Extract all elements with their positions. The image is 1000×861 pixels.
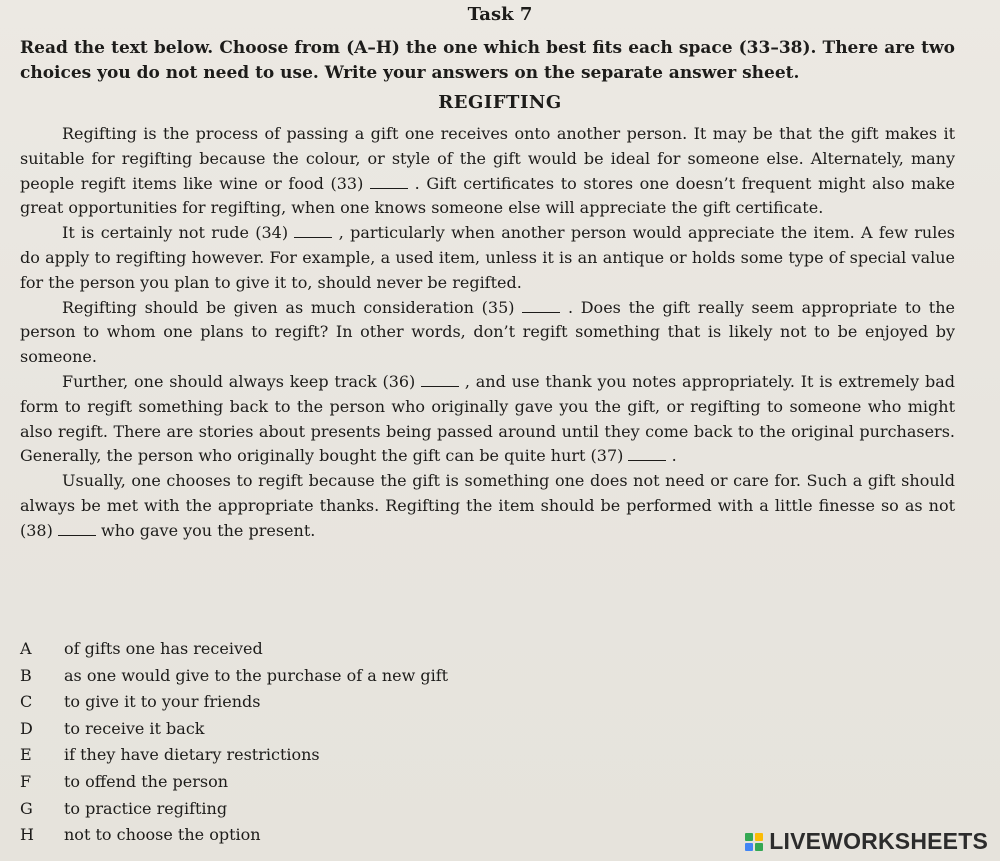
gap-37-input[interactable] (628, 446, 666, 461)
gap-34-input[interactable] (294, 223, 332, 238)
paragraph-text: It is certainly not rude (34) (62, 223, 289, 243)
option-text: of gifts one has received (64, 639, 263, 658)
paragraph-text: who gave you the present. (101, 520, 316, 540)
option-text: to practice regifting (64, 798, 228, 818)
paragraph-4 (20, 370, 955, 469)
option-d[interactable] (20, 716, 720, 743)
option-letter: G (20, 798, 33, 818)
brand-name: LIVEWORKSHEETS (769, 828, 988, 854)
option-letter: C (20, 692, 33, 712)
paragraph-text: . Gift certificates to stores one doesn’t frequent might also make great opportunities for regifting, when one knows someone else will appreciate the gift certificate. (20, 173, 955, 218)
option-text: to offend the person (64, 771, 229, 791)
liveworksheets-logo-icon (745, 833, 763, 851)
option-text: to give it to your friends (64, 692, 261, 712)
option-text: not to choose the option (64, 825, 261, 845)
option-a[interactable] (20, 636, 720, 663)
gap-38-input[interactable] (58, 521, 96, 536)
option-text: if they have dietary restrictions (64, 745, 320, 765)
gap-33-input[interactable] (370, 174, 408, 189)
paragraph-5 (20, 469, 955, 543)
option-letter: E (20, 745, 32, 765)
option-letter: H (20, 825, 34, 845)
paragraph-text: Usually, one chooses to regift because the gift is something one does not need or care for. Such a gift should always be met with the appropriate thanks. Regifting the item should be performed with a little finesse so as not (38) (20, 471, 955, 540)
paragraph-text: , and use thank you notes appropriately. It is extremely bad form to regift something back to the person who originally gave you the gift, or regifting to someone who might also regift. There are stories about presents being passed around until they come back to the original purchasers. Generally, the person who originally bought the gift can be quite hurt (37) (20, 371, 955, 466)
paragraph-text: . (671, 446, 677, 466)
paragraph-text: Regifting should be given as much consideration (35) (62, 297, 515, 317)
gap-36-input[interactable] (421, 372, 459, 387)
instructions: Read the text below. Choose from (A–H) the one which best fits each space (33–38). There are two choices you do not need to use. Write your answers on the separate answer sheet. (20, 38, 955, 83)
option-letter: B (20, 665, 32, 685)
option-letter: F (20, 771, 32, 791)
option-text: to receive it back (64, 718, 205, 738)
option-letter: A (20, 639, 32, 658)
options-list (20, 636, 720, 849)
option-b[interactable] (20, 663, 720, 690)
option-h[interactable] (20, 822, 720, 849)
paragraph-text: , particularly when another person would appreciate the item. A few rules do apply to regifting however. For example, a used item, unless it is an antique or holds some type of special value for the person you plan to give it to, should never be regifted. (20, 223, 955, 292)
option-text: as one would give to the purchase of a new gift (64, 665, 449, 685)
gap-35-input[interactable] (522, 298, 560, 313)
option-letter: D (20, 718, 33, 738)
paragraph-1 (20, 122, 955, 221)
option-f[interactable] (20, 769, 720, 796)
option-e[interactable] (20, 742, 720, 769)
paragraph-2 (20, 221, 955, 295)
paragraph-text: . Does the gift really seem appropriate to the person to whom one plans to regift? In other words, don’t regift something that is likely not to be enjoyed by someone. (20, 297, 956, 367)
paragraph-text: Further, one should always keep track (36) (62, 371, 416, 391)
option-g[interactable] (20, 796, 720, 823)
paragraph-3 (20, 296, 955, 370)
paragraph-text: Regifting is the process of passing a gift one receives onto another person. It may be that the gift makes it suitable for regifting because the colour, or style of the gift would be ideal for someone else. Alternately, many people regift items like wine or food (33) (20, 124, 955, 193)
reading-text (20, 122, 955, 544)
task-title: Task 7 (467, 4, 533, 25)
liveworksheets-logo (745, 828, 988, 855)
option-c[interactable] (20, 689, 720, 716)
text-heading: REGIFTING (438, 92, 562, 113)
